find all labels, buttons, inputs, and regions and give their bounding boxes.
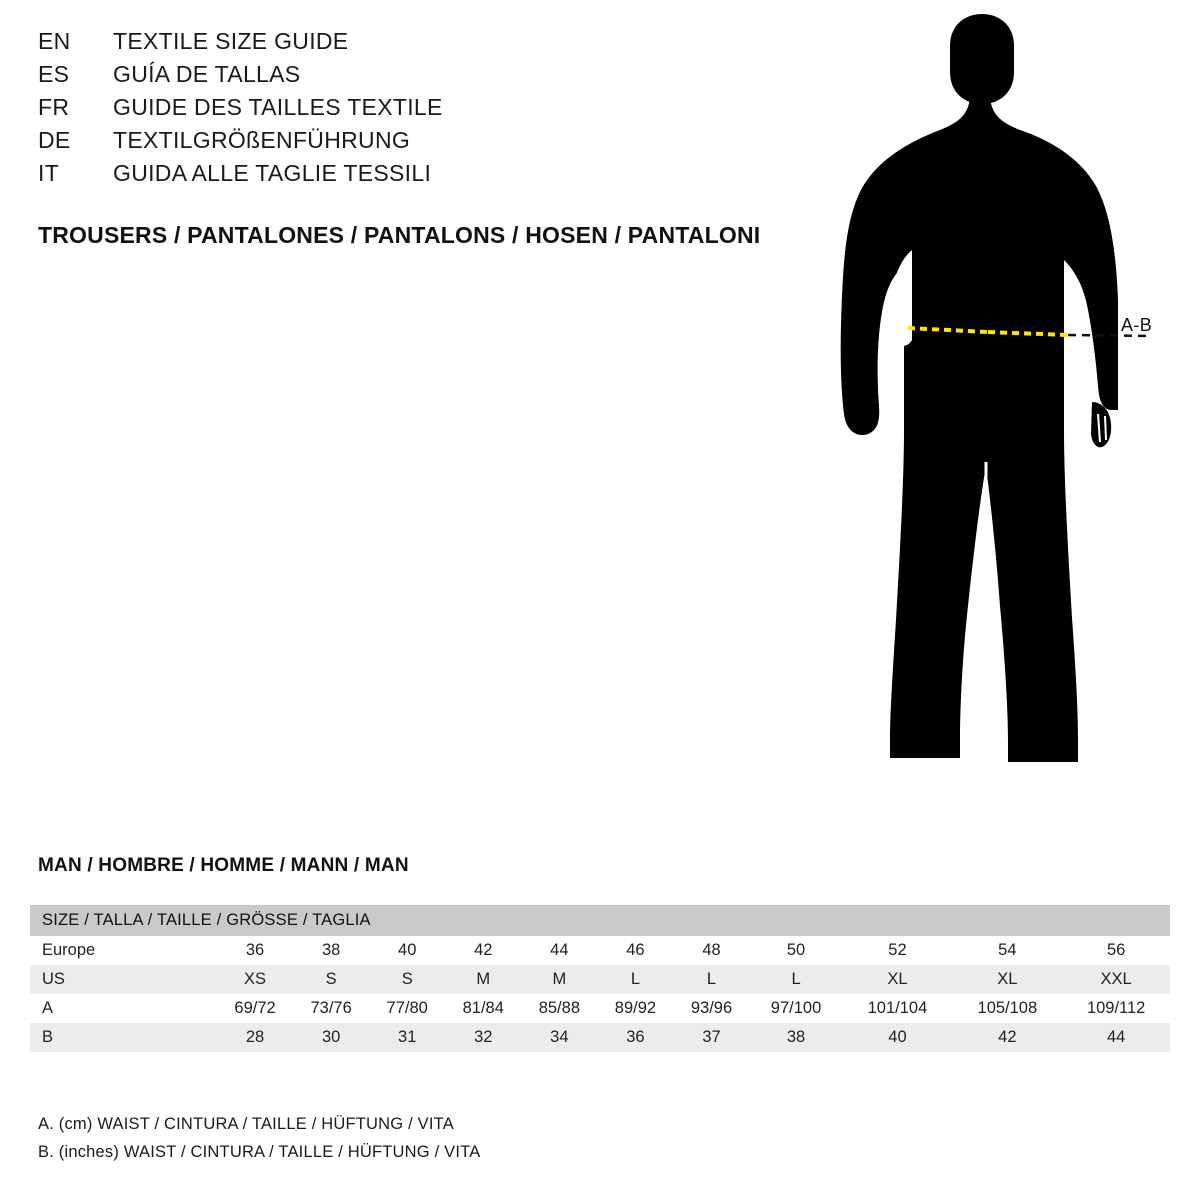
note-b: B. (inches) WAIST / CINTURA / TAILLE / HÜFTUNG / VITA [38,1143,481,1161]
table-cell: 44 [1062,1023,1170,1052]
table-row [30,936,1170,965]
row-label: A [30,994,217,1023]
table-cell: 105/108 [952,994,1062,1023]
language-row [38,61,798,94]
language-code: DE [38,127,71,153]
table-cell: S [369,965,445,994]
row-label: B [30,1023,217,1052]
language-title: TEXTILE SIZE GUIDE [113,28,349,54]
table-cell: XS [217,965,293,994]
table-cell: 81/84 [445,994,521,1023]
table-cell: 93/96 [673,994,749,1023]
language-title: GUIDA ALLE TAGLIE TESSILI [113,160,432,186]
table-cell: 54 [952,936,1062,965]
language-row [38,160,798,193]
table-cell: 73/76 [293,994,369,1023]
table-cell: 89/92 [597,994,673,1023]
table-cell: 34 [521,1023,597,1052]
language-code: IT [38,160,60,186]
table-cell: 40 [843,1023,953,1052]
table-section-title: MAN / HOMBRE / HOMME / MANN / MAN [38,855,409,876]
male-silhouette-icon [800,10,1200,810]
language-row [38,28,798,61]
table-cell: 36 [597,1023,673,1052]
table-cell: 32 [445,1023,521,1052]
language-title-block [38,28,798,193]
table-cell: 42 [952,1023,1062,1052]
table-cell: XXL [1062,965,1170,994]
table-cell: XL [843,965,953,994]
table-cell: 109/112 [1062,994,1170,1023]
language-code: FR [38,94,70,120]
model-figure [800,10,1200,810]
table-cell: 38 [750,1023,843,1052]
note-a: A. (cm) WAIST / CINTURA / TAILLE / HÜFTUNG / VITA [38,1115,454,1133]
table-row [30,994,1170,1023]
table-row [30,965,1170,994]
table-cell: 30 [293,1023,369,1052]
language-row [38,94,798,127]
table-cell: 37 [673,1023,749,1052]
table-cell: 56 [1062,936,1170,965]
table-cell: 48 [673,936,749,965]
table-cell: 38 [293,936,369,965]
garment-type-heading: TROUSERS / PANTALONES / PANTALONS / HOSEN / PANTALONI [38,222,761,248]
table-cell: 50 [750,936,843,965]
table-cell: 36 [217,936,293,965]
row-label: US [30,965,217,994]
measurement-notes [38,1110,480,1166]
table-header-row [30,905,1170,936]
row-label: Europe [30,936,217,965]
table-cell: 31 [369,1023,445,1052]
table-cell: 42 [445,936,521,965]
table-cell: M [445,965,521,994]
language-title: GUÍA DE TALLAS [113,61,301,87]
language-code: EN [38,28,71,54]
table-header-label: SIZE / TALLA / TAILLE / GRÖSSE / TAGLIA [30,905,1170,936]
language-row [38,127,798,160]
language-code: ES [38,61,70,87]
table-cell: 69/72 [217,994,293,1023]
table-cell: 97/100 [750,994,843,1023]
table-cell: L [750,965,843,994]
table-cell: 44 [521,936,597,965]
table-cell: S [293,965,369,994]
table-cell: 52 [843,936,953,965]
table-cell: L [597,965,673,994]
language-title: GUIDE DES TAILLES TEXTILE [113,94,443,120]
table-cell: XL [952,965,1062,994]
table-cell: 46 [597,936,673,965]
table-row [30,1023,1170,1052]
table-cell: 28 [217,1023,293,1052]
table-cell: M [521,965,597,994]
table-cell: L [673,965,749,994]
table-cell: 85/88 [521,994,597,1023]
size-table [30,905,1170,1052]
table-cell: 77/80 [369,994,445,1023]
table-cell: 101/104 [843,994,953,1023]
measure-label-ab: A-B [1121,315,1153,335]
table-cell: 40 [369,936,445,965]
language-title: TEXTILGRÖßENFÜHRUNG [113,127,411,153]
